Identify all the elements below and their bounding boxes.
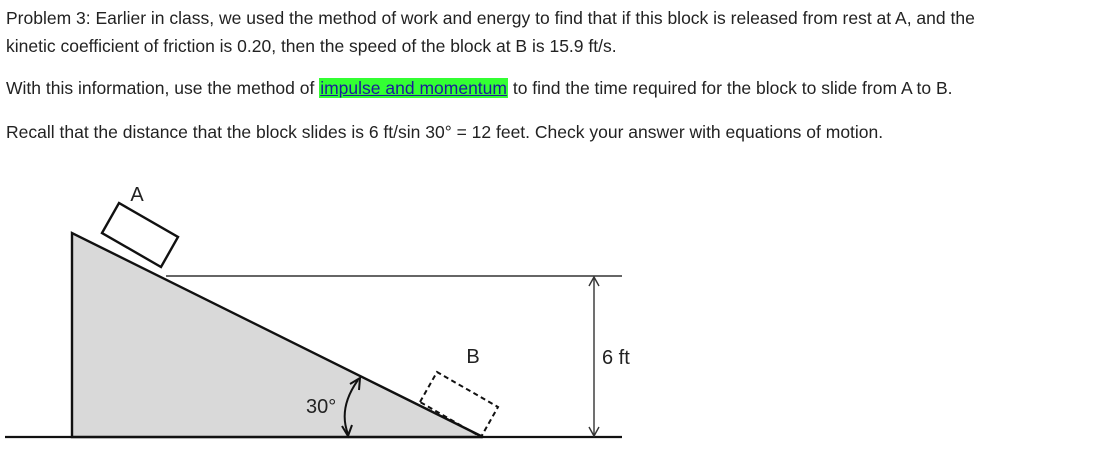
distance-recall: Recall that the distance that the block slides is 6 ft/sin 30° = 12 feet. Check your answer with equations of motion. (6, 122, 884, 142)
label-b: B (466, 346, 480, 368)
angle-label: 30° (306, 396, 337, 418)
instruction-after: to find the time required for the block to slide from A to B. (507, 78, 953, 98)
problem-statement (6, 4, 1100, 60)
label-a: A (130, 184, 144, 206)
incline-diagram (0, 170, 1102, 468)
impulse-momentum-link[interactable]: impulse and momentum (320, 78, 507, 98)
incline-triangle (72, 233, 483, 437)
instruction-before: With this information, use the method of (6, 78, 320, 98)
incline-figure (0, 170, 1102, 468)
problem-text (6, 4, 1100, 146)
problem-line-1: Problem 3: Earlier in class, we used the method of work and energy to find that if this block is released from rest at A, and the (6, 8, 975, 28)
problem-line-2: kinetic coefficient of friction is 0.20, then the speed of the block at B is 15.9 ft/s. (6, 36, 617, 56)
height-label: 6 ft (602, 347, 630, 369)
task-instruction (6, 74, 1100, 102)
